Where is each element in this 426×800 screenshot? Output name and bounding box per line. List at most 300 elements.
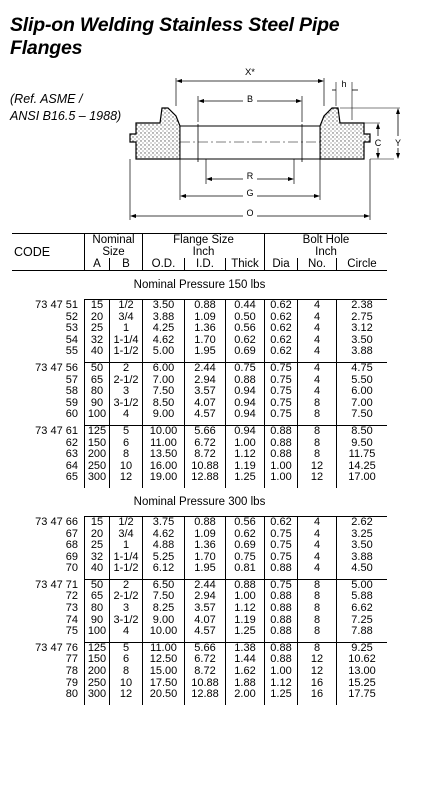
table-header-row-2	[12, 258, 387, 271]
cell-nominal-b: 1	[110, 323, 143, 335]
table-row	[12, 689, 387, 701]
section-heading: Nominal Pressure 150 lbs	[133, 279, 266, 291]
label-r: R	[246, 171, 254, 181]
cell-nominal-a: 200	[85, 666, 110, 678]
cell-od: 16.00	[143, 461, 185, 473]
cell-nominal-b: 4	[110, 626, 143, 638]
cell-od: 6.50	[143, 579, 185, 591]
cell-id: 4.07	[185, 615, 226, 627]
cell-bolt-no: 8	[298, 449, 337, 461]
cell-bolt-circle: 17.00	[337, 472, 388, 484]
cell-bolt-no: 8	[298, 615, 337, 627]
cell-thick: 1.12	[226, 449, 265, 461]
cell-code: 65	[65, 471, 78, 484]
dimension-b	[198, 93, 302, 122]
cell-id: 1.70	[185, 335, 226, 347]
cell-bolt-circle: 5.50	[337, 375, 388, 387]
cell-od: 11.00	[143, 438, 185, 450]
cell-bolt-no: 4	[298, 516, 337, 528]
table-row	[12, 386, 387, 398]
cell-od: 4.62	[143, 529, 185, 541]
cell-id: 1.70	[185, 552, 226, 564]
cell-id: 4.07	[185, 398, 226, 410]
cell-bolt-dia: 0.88	[265, 603, 298, 615]
cell-bolt-dia: 0.75	[265, 409, 298, 421]
cell-id: 5.66	[185, 642, 226, 654]
cell-bolt-no: 12	[298, 666, 337, 678]
cell-nominal-a: 150	[85, 438, 110, 450]
header-b: B	[110, 258, 143, 271]
cell-nominal-b: 1-1/2	[110, 563, 143, 575]
cell-bolt-dia: 0.75	[265, 579, 298, 591]
cell-bolt-circle: 8.50	[337, 425, 388, 437]
cell-nominal-b: 6	[110, 654, 143, 666]
cell-id: 2.94	[185, 375, 226, 387]
cell-nominal-a: 80	[85, 603, 110, 615]
cell-thick: 0.75	[226, 362, 265, 374]
cell-thick: 0.94	[226, 386, 265, 398]
cell-nominal-b: 6	[110, 438, 143, 450]
cell-bolt-no: 4	[298, 335, 337, 347]
cell-code: 63	[65, 448, 78, 461]
cell-thick: 1.44	[226, 654, 265, 666]
cell-nominal-a: 25	[85, 323, 110, 335]
cell-thick: 0.81	[226, 563, 265, 575]
cell-nominal-b: 8	[110, 666, 143, 678]
cell-bolt-circle: 3.25	[337, 529, 388, 541]
cell-nominal-b: 2-1/2	[110, 591, 143, 603]
cell-od: 6.00	[143, 362, 185, 374]
cell-bolt-circle: 3.12	[337, 323, 388, 335]
cell-bolt-dia: 0.88	[265, 449, 298, 461]
cell-nominal-a: 15	[85, 516, 110, 528]
cell-od: 11.00	[143, 642, 185, 654]
cell-nominal-b: 10	[110, 678, 143, 690]
cell-bolt-no: 8	[298, 642, 337, 654]
cell-bolt-no: 8	[298, 398, 337, 410]
cell-nominal-b: 1	[110, 540, 143, 552]
cell-code: 53	[65, 322, 78, 335]
cell-bolt-circle: 9.25	[337, 642, 388, 654]
cell-nominal-b: 8	[110, 449, 143, 461]
cell-od: 6.12	[143, 563, 185, 575]
cell-nominal-b: 3-1/2	[110, 615, 143, 627]
table-row	[12, 666, 387, 678]
cell-od: 12.50	[143, 654, 185, 666]
table-row	[12, 425, 387, 437]
cell-nominal-a: 20	[85, 529, 110, 541]
cell-nominal-b: 10	[110, 461, 143, 473]
cell-nominal-a: 15	[85, 300, 110, 312]
cell-bolt-no: 4	[298, 362, 337, 374]
cell-thick: 1.38	[226, 642, 265, 654]
label-g: G	[246, 188, 254, 198]
cell-bolt-circle: 7.50	[337, 409, 388, 421]
cell-bolt-no: 4	[298, 540, 337, 552]
table-row	[12, 409, 387, 421]
header-no: No.	[298, 258, 337, 271]
cell-thick: 1.88	[226, 678, 265, 690]
cell-od: 3.88	[143, 312, 185, 324]
cell-nominal-a: 40	[85, 563, 110, 575]
cell-id: 1.36	[185, 540, 226, 552]
cell-code: 73	[65, 602, 78, 615]
header-thick: Thick	[226, 258, 265, 271]
cell-nominal-b: 12	[110, 689, 143, 701]
cell-id: 1.95	[185, 563, 226, 575]
cell-thick: 0.56	[226, 323, 265, 335]
cell-od: 10.00	[143, 626, 185, 638]
cell-nominal-a: 80	[85, 386, 110, 398]
cell-id: 10.88	[185, 678, 226, 690]
header-a: A	[85, 258, 110, 271]
cell-code: 69	[65, 550, 78, 563]
dimension-r	[206, 159, 294, 184]
header-flange-size: Flange Size Inch	[143, 234, 265, 259]
cell-bolt-dia: 0.88	[265, 654, 298, 666]
cell-bolt-no: 12	[298, 472, 337, 484]
cell-bolt-circle: 2.75	[337, 312, 388, 324]
cell-id: 1.09	[185, 312, 226, 324]
label-y: Y	[394, 138, 402, 148]
cell-bolt-dia: 0.75	[265, 386, 298, 398]
cell-od: 19.00	[143, 472, 185, 484]
cell-bolt-no: 8	[298, 579, 337, 591]
cell-nominal-a: 65	[85, 375, 110, 387]
cell-id: 12.88	[185, 689, 226, 701]
label-x: X*	[244, 67, 256, 78]
flange-cross-section-drawing	[0, 60, 426, 230]
cell-bolt-no: 16	[298, 678, 337, 690]
cell-code: 62	[65, 436, 78, 449]
cell-nominal-a: 125	[85, 642, 110, 654]
cell-thick: 0.94	[226, 425, 265, 437]
cell-bolt-circle: 9.50	[337, 438, 388, 450]
cell-code: 79	[65, 676, 78, 689]
cell-id: 6.72	[185, 654, 226, 666]
cell-od: 4.88	[143, 540, 185, 552]
page-title	[10, 14, 339, 60]
cell-code: 73 47 66	[35, 515, 78, 528]
cell-bolt-dia: 0.75	[265, 552, 298, 564]
cell-bolt-dia: 0.62	[265, 346, 298, 358]
cell-bolt-dia: 0.88	[265, 615, 298, 627]
table-row	[12, 563, 387, 575]
cell-id: 8.72	[185, 666, 226, 678]
cell-bolt-no: 4	[298, 375, 337, 387]
cell-od: 5.25	[143, 552, 185, 564]
cell-code: 54	[65, 333, 78, 346]
cell-code: 68	[65, 539, 78, 552]
cell-thick: 0.44	[226, 300, 265, 312]
cell-nominal-a: 65	[85, 591, 110, 603]
cell-code: 52	[65, 310, 78, 323]
cell-od: 10.00	[143, 425, 185, 437]
cell-thick: 1.00	[226, 591, 265, 603]
cell-bolt-dia: 1.00	[265, 472, 298, 484]
cell-nominal-b: 12	[110, 472, 143, 484]
cell-nominal-a: 90	[85, 398, 110, 410]
cell-bolt-no: 8	[298, 603, 337, 615]
cell-code: 73 47 56	[35, 361, 78, 374]
cell-bolt-dia: 0.88	[265, 438, 298, 450]
cell-nominal-b: 3	[110, 386, 143, 398]
cell-bolt-dia: 0.75	[265, 398, 298, 410]
cell-id: 4.57	[185, 626, 226, 638]
cell-bolt-circle: 10.62	[337, 654, 388, 666]
cell-thick: 0.94	[226, 398, 265, 410]
cell-bolt-no: 8	[298, 626, 337, 638]
cell-id: 2.44	[185, 362, 226, 374]
cell-thick: 0.50	[226, 312, 265, 324]
cell-bolt-dia: 0.62	[265, 335, 298, 347]
cell-code: 78	[65, 665, 78, 678]
cell-bolt-dia: 0.75	[265, 375, 298, 387]
cell-bolt-circle: 3.50	[337, 335, 388, 347]
cell-code: 60	[65, 408, 78, 421]
cell-od: 9.00	[143, 409, 185, 421]
cell-bolt-circle: 2.62	[337, 516, 388, 528]
cell-nominal-a: 90	[85, 615, 110, 627]
cell-nominal-b: 2	[110, 362, 143, 374]
cell-thick: 1.19	[226, 615, 265, 627]
cell-od: 3.75	[143, 516, 185, 528]
cell-code: 55	[65, 345, 78, 358]
cell-bolt-no: 12	[298, 461, 337, 473]
cell-code: 73 47 76	[35, 641, 78, 654]
cell-code: 57	[65, 373, 78, 386]
cell-bolt-no: 8	[298, 438, 337, 450]
cell-nominal-a: 32	[85, 552, 110, 564]
cell-id: 3.57	[185, 386, 226, 398]
cell-nominal-a: 300	[85, 689, 110, 701]
cell-bolt-circle: 7.88	[337, 626, 388, 638]
cell-bolt-dia: 0.88	[265, 425, 298, 437]
cell-nominal-a: 50	[85, 579, 110, 591]
cell-bolt-circle: 15.25	[337, 678, 388, 690]
cell-bolt-dia: 0.88	[265, 563, 298, 575]
cell-nominal-a: 100	[85, 409, 110, 421]
cell-nominal-b: 3/4	[110, 529, 143, 541]
cell-bolt-circle: 17.75	[337, 689, 388, 701]
cell-bolt-no: 4	[298, 312, 337, 324]
section-heading: Nominal Pressure 300 lbs	[133, 495, 266, 508]
header-dia: Dia	[265, 258, 298, 271]
cell-od: 5.00	[143, 346, 185, 358]
header-circle: Circle	[337, 258, 388, 271]
cell-bolt-circle: 5.88	[337, 591, 388, 603]
label-b: B	[246, 94, 254, 104]
cell-nominal-a: 20	[85, 312, 110, 324]
group-spacer	[12, 701, 387, 705]
reference-line-1: (Ref. ASME /	[10, 92, 83, 106]
header-code: CODE	[12, 234, 85, 259]
cell-id: 2.94	[185, 591, 226, 603]
cell-bolt-circle: 4.50	[337, 563, 388, 575]
cell-id: 5.66	[185, 425, 226, 437]
cell-thick: 1.25	[226, 472, 265, 484]
cell-od: 20.50	[143, 689, 185, 701]
cell-code: 74	[65, 613, 78, 626]
cell-bolt-dia: 0.88	[265, 626, 298, 638]
cell-bolt-no: 4	[298, 552, 337, 564]
cell-bolt-no: 8	[298, 409, 337, 421]
cell-od: 4.25	[143, 323, 185, 335]
cell-od: 7.00	[143, 375, 185, 387]
cell-od: 13.50	[143, 449, 185, 461]
cell-thick: 0.94	[226, 409, 265, 421]
cell-nominal-b: 5	[110, 425, 143, 437]
cell-id: 8.72	[185, 449, 226, 461]
cell-thick: 2.00	[226, 689, 265, 701]
cell-id: 6.72	[185, 438, 226, 450]
cell-code: 67	[65, 527, 78, 540]
cell-bolt-no: 8	[298, 425, 337, 437]
cell-thick: 0.88	[226, 375, 265, 387]
cell-bolt-dia: 1.25	[265, 689, 298, 701]
cell-thick: 1.25	[226, 626, 265, 638]
cell-id: 1.95	[185, 346, 226, 358]
cell-bolt-no: 4	[298, 323, 337, 335]
table-row	[12, 516, 387, 528]
cell-nominal-a: 250	[85, 678, 110, 690]
cell-id: 10.88	[185, 461, 226, 473]
cell-thick: 0.75	[226, 552, 265, 564]
cell-bolt-dia: 0.75	[265, 362, 298, 374]
cell-code: 73 47 61	[35, 424, 78, 437]
cell-nominal-a: 300	[85, 472, 110, 484]
cell-bolt-circle: 11.75	[337, 449, 388, 461]
section-heading-row	[12, 488, 387, 517]
cell-bolt-dia: 0.62	[265, 516, 298, 528]
cell-bolt-circle: 6.62	[337, 603, 388, 615]
cell-id: 4.57	[185, 409, 226, 421]
cell-thick: 1.19	[226, 461, 265, 473]
cell-nominal-b: 5	[110, 642, 143, 654]
cell-bolt-no: 8	[298, 591, 337, 603]
cell-thick: 0.62	[226, 529, 265, 541]
cell-id: 1.09	[185, 529, 226, 541]
cell-bolt-circle: 6.00	[337, 386, 388, 398]
cell-code: 75	[65, 625, 78, 638]
cell-od: 4.62	[143, 335, 185, 347]
cell-nominal-b: 2-1/2	[110, 375, 143, 387]
cell-thick: 0.88	[226, 579, 265, 591]
cell-code: 80	[65, 688, 78, 701]
cell-bolt-circle: 3.50	[337, 540, 388, 552]
table-row	[12, 300, 387, 312]
cell-id: 12.88	[185, 472, 226, 484]
table-row	[12, 346, 387, 358]
cell-bolt-dia: 1.00	[265, 666, 298, 678]
cell-nominal-b: 3/4	[110, 312, 143, 324]
cell-code: 70	[65, 562, 78, 575]
cell-thick: 0.69	[226, 346, 265, 358]
cell-code: 77	[65, 653, 78, 666]
cell-nominal-a: 32	[85, 335, 110, 347]
cell-thick: 0.69	[226, 540, 265, 552]
table-row	[12, 626, 387, 638]
title-line-1: Slip-on Welding Stainless Steel Pipe	[10, 14, 340, 36]
cell-bolt-dia: 0.75	[265, 529, 298, 541]
cell-id: 1.36	[185, 323, 226, 335]
cell-bolt-no: 4	[298, 386, 337, 398]
cell-thick: 0.56	[226, 516, 265, 528]
table-row	[12, 449, 387, 461]
cell-bolt-circle: 4.75	[337, 362, 388, 374]
header-nominal-size: Nominal Size	[85, 234, 143, 259]
cell-bolt-circle: 7.25	[337, 615, 388, 627]
cell-bolt-dia: 0.62	[265, 323, 298, 335]
bore-outline	[180, 126, 320, 159]
header-bolt-hole: Bolt Hole Inch	[265, 234, 388, 259]
table-row	[12, 603, 387, 615]
reference-line-2: ANSI B16.5 – 1988)	[10, 109, 122, 123]
cell-od: 9.00	[143, 615, 185, 627]
cell-bolt-no: 4	[298, 346, 337, 358]
cell-code: 58	[65, 385, 78, 398]
cell-nominal-a: 40	[85, 346, 110, 358]
flange-left-section	[130, 108, 180, 159]
cell-od: 8.50	[143, 398, 185, 410]
cell-nominal-b: 1-1/4	[110, 335, 143, 347]
cell-bolt-no: 4	[298, 529, 337, 541]
cell-thick: 1.00	[226, 438, 265, 450]
cell-code: 59	[65, 396, 78, 409]
cell-od: 15.00	[143, 666, 185, 678]
label-h: h	[341, 79, 347, 89]
cell-nominal-b: 1/2	[110, 300, 143, 312]
cell-code: 73 47 51	[35, 298, 78, 311]
cell-nominal-b: 1-1/4	[110, 552, 143, 564]
table-row	[12, 540, 387, 552]
section-heading-row	[12, 271, 387, 300]
cell-bolt-circle: 2.38	[337, 300, 388, 312]
cell-nominal-b: 2	[110, 579, 143, 591]
cell-nominal-a: 125	[85, 425, 110, 437]
cell-nominal-b: 3-1/2	[110, 398, 143, 410]
cell-nominal-a: 250	[85, 461, 110, 473]
flange-right-section	[320, 108, 370, 159]
header-id: I.D.	[185, 258, 226, 271]
cell-bolt-circle: 5.00	[337, 579, 388, 591]
title-line-2: Flanges	[10, 37, 83, 59]
cell-nominal-a: 25	[85, 540, 110, 552]
label-c: C	[374, 138, 382, 148]
flange-dimension-table	[12, 233, 387, 705]
cell-nominal-a: 150	[85, 654, 110, 666]
cell-nominal-b: 1/2	[110, 516, 143, 528]
cell-bolt-circle: 7.00	[337, 398, 388, 410]
cell-bolt-dia: 0.62	[265, 312, 298, 324]
header-od: O.D.	[143, 258, 185, 271]
cell-id: 2.44	[185, 579, 226, 591]
cell-bolt-circle: 3.88	[337, 552, 388, 564]
cell-nominal-b: 4	[110, 409, 143, 421]
cell-thick: 0.62	[226, 335, 265, 347]
cell-bolt-dia: 1.00	[265, 461, 298, 473]
cell-od: 8.25	[143, 603, 185, 615]
cell-code: 73 47 71	[35, 578, 78, 591]
cell-nominal-a: 100	[85, 626, 110, 638]
cell-bolt-no: 16	[298, 689, 337, 701]
cell-nominal-a: 50	[85, 362, 110, 374]
cell-nominal-b: 1-1/2	[110, 346, 143, 358]
cell-id: 3.57	[185, 603, 226, 615]
label-o: O	[246, 208, 254, 218]
cell-bolt-no: 12	[298, 654, 337, 666]
cell-bolt-circle: 3.88	[337, 346, 388, 358]
